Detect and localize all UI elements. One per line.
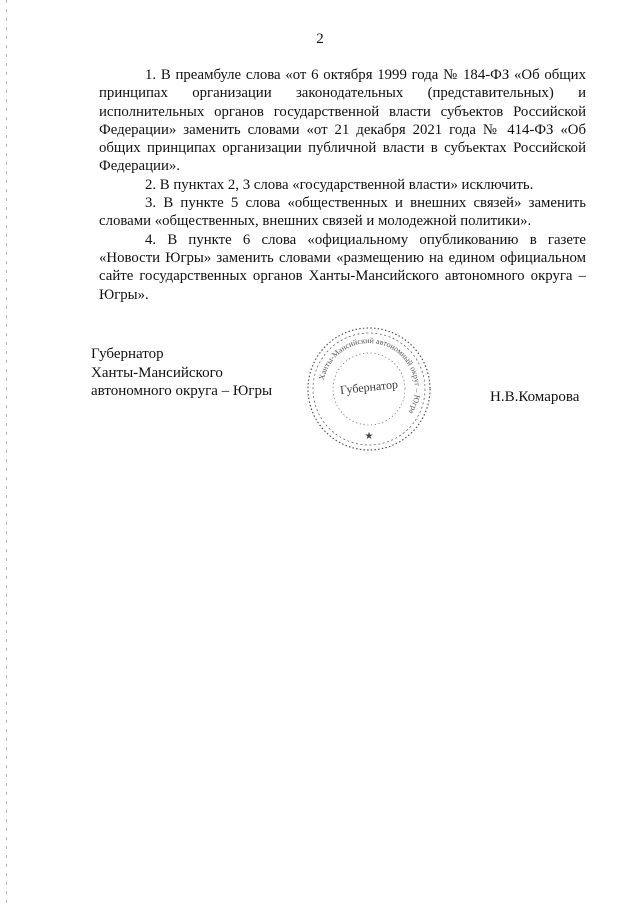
paragraph-4: 4. В пункте 6 слова «официальному опубликованию в газете «Новости Югры» заменить словами «размещению на едином официальном сайте государственных органов Ханты-Мансийского автономного округа – Югры».	[99, 231, 586, 303]
seal-ring-text: Ханты-Мансийский автономный округ – Югра	[316, 335, 423, 416]
seal-center-text: Губернатор	[339, 377, 399, 398]
paragraph-1: 1. В преамбуле слова «от 6 октября 1999 года № 184-ФЗ «Об общих принципах организации законодательных (представительных) и исполнительных органов государственной власти субъектов Российской Федерации» заменить словами «от 21 декабря 2021 года № 414-ФЗ «Об общих принципах организации публичной власти в субъектах Российской Федерации».	[99, 67, 586, 175]
position-line-1: Губернатор	[91, 346, 164, 362]
position-line-2: Ханты-Мансийского	[91, 364, 223, 381]
document-body	[99, 66, 586, 304]
signatory-name: Н.В.Комарова	[490, 389, 580, 405]
position-line-3: автономного округа – Югры	[91, 383, 273, 399]
scan-edge-line	[6, 0, 7, 905]
official-seal	[305, 325, 433, 453]
page-number: 2	[316, 31, 324, 47]
paragraph-3: 3. В пункте 5 слова «общественных и внешних связей» заменить словами «общественных, внешних связей и молодежной политики».	[99, 195, 586, 230]
seal-star-icon: ★	[364, 431, 374, 442]
paragraph-2: 2. В пунктах 2, 3 слова «государственной власти» исключить.	[145, 176, 534, 193]
signature-position	[91, 345, 272, 401]
